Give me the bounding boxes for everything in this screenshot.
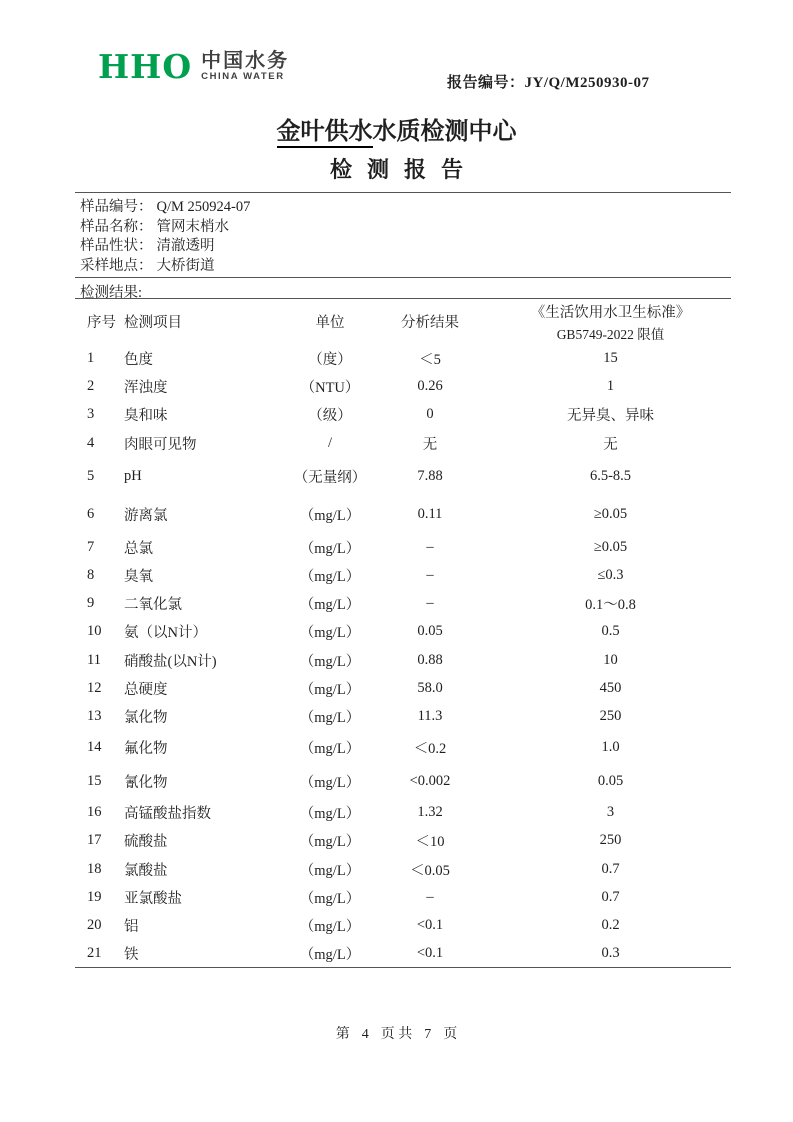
cell-row-number: 1 (87, 350, 95, 367)
cell-unit: （mg/L） (299, 834, 361, 851)
cell-test-item: 浑浊度 (124, 380, 168, 397)
cell-standard-limit: ≥0.05 (593, 538, 628, 555)
table-row (75, 495, 731, 533)
cell-test-item: 总氯 (124, 540, 153, 557)
center-title-rest: 水质检测中心 (372, 119, 517, 145)
cell-row-number: 13 (87, 707, 102, 724)
cell-test-item: 氟化物 (124, 741, 168, 758)
cell-row-number: 21 (87, 944, 102, 961)
table-row (75, 646, 731, 674)
cell-standard-limit: 0.7 (601, 888, 620, 905)
col-header-limit (490, 299, 731, 345)
cell-unit: （mg/L） (299, 946, 361, 963)
table-row (75, 702, 731, 730)
cell-analysis-result: ＜10 (415, 834, 445, 851)
cell-test-item: 氰化物 (124, 775, 168, 792)
cell-standard-limit: 15 (603, 350, 618, 367)
sample-info-value: 清澈透明 (156, 238, 215, 255)
cell-standard-limit: 1 (606, 378, 615, 395)
cell-analysis-result: ＜0.05 (410, 862, 450, 879)
results-table-header (75, 299, 731, 345)
cell-analysis-result: – (426, 595, 434, 612)
footer-label-prefix: 第 (335, 1027, 350, 1042)
sample-info-line (80, 257, 250, 277)
cell-unit: （mg/L） (299, 918, 361, 935)
cell-unit: （mg/L） (299, 709, 361, 726)
cell-analysis-result: 0.11 (417, 505, 443, 522)
col-header-result: 分析结果 (401, 315, 459, 332)
table-row (75, 618, 731, 646)
report-number (447, 71, 650, 92)
header-row (75, 299, 731, 345)
cell-analysis-result: ＜0.2 (413, 741, 447, 758)
cell-unit: （NTU） (300, 380, 360, 397)
report-number-value: JY/Q/M250930-07 (524, 75, 650, 91)
cell-standard-limit: 450 (599, 679, 622, 696)
divider-mid (75, 277, 731, 278)
cell-unit: （mg/L） (299, 741, 361, 758)
cell-unit: （度） (308, 352, 352, 369)
cell-standard-limit: 无异臭、异味 (567, 408, 654, 425)
cell-test-item: 铝 (124, 918, 139, 935)
col-header-unit: 单位 (315, 315, 345, 332)
col-header-limit-line1: 《生活饮用水卫生标准》 (530, 304, 691, 321)
table-row (75, 799, 731, 827)
cell-standard-limit: 0.3 (601, 944, 620, 961)
cell-standard-limit: ≥0.05 (593, 505, 628, 522)
cell-test-item: 硝酸盐(以N计) (124, 653, 217, 670)
cell-analysis-result: – (426, 888, 434, 905)
table-row (75, 561, 731, 589)
table-row (75, 345, 731, 373)
center-title-underlined: 金叶供水 (277, 119, 373, 148)
cell-row-number: 18 (87, 860, 102, 877)
cell-unit: （mg/L） (299, 653, 361, 670)
cell-analysis-result: 7.88 (417, 467, 443, 484)
cell-test-item: 氨（以N计） (124, 625, 207, 642)
table-row (75, 827, 731, 855)
cell-unit: （无量纲） (293, 469, 367, 486)
company-logo-wordmark (201, 51, 289, 82)
table-row (75, 457, 731, 495)
cell-test-item: 臭氧 (124, 569, 153, 586)
total-page-count: 7 (424, 1027, 432, 1042)
cell-standard-limit: 1.0 (601, 739, 620, 756)
divider-top (75, 192, 731, 193)
sample-info-label: 采样地点： (80, 257, 153, 274)
page-footer (0, 1023, 793, 1043)
sample-info-label: 样品性状： (80, 238, 153, 255)
report-title: 检测报告 (329, 157, 478, 182)
cell-unit: （mg/L） (299, 681, 361, 698)
cell-test-item: 二氧化氯 (124, 597, 182, 614)
cell-unit: / (327, 434, 333, 451)
cell-standard-limit: ≤0.3 (597, 567, 624, 584)
cell-test-item: 硫酸盐 (124, 834, 168, 851)
cell-test-item: 肉眼可见物 (124, 436, 197, 453)
cell-test-item: 铁 (124, 946, 139, 963)
footer-label-suffix: 页 (443, 1027, 458, 1042)
cell-row-number: 10 (87, 623, 102, 640)
sample-info-line (80, 237, 250, 257)
cell-row-number: 6 (87, 505, 95, 522)
table-row (75, 429, 731, 457)
cell-unit: （级） (308, 408, 352, 425)
cell-analysis-result: – (426, 567, 434, 584)
center-title (0, 111, 793, 146)
cell-analysis-result: <0.002 (409, 773, 451, 790)
cell-analysis-result: ＜5 (419, 352, 441, 369)
cell-standard-limit: 250 (599, 707, 622, 724)
cell-unit: （mg/L） (299, 625, 361, 642)
table-row (75, 401, 731, 429)
cell-standard-limit: 0.2 (601, 916, 620, 933)
col-header-no: 序号 (87, 315, 116, 332)
cell-standard-limit: 无 (603, 436, 618, 453)
cell-unit: （mg/L） (299, 775, 361, 792)
cell-unit: （mg/L） (299, 540, 361, 557)
cell-row-number: 11 (87, 651, 101, 668)
cell-analysis-result: 无 (422, 436, 438, 453)
cell-analysis-result: 0.26 (417, 378, 443, 395)
cell-row-number: 15 (87, 773, 102, 790)
cell-row-number: 19 (87, 888, 102, 905)
sample-info-label: 样品编号： (80, 199, 153, 215)
cell-row-number: 17 (87, 832, 102, 849)
cell-row-number: 20 (87, 916, 102, 933)
cell-row-number: 16 (87, 804, 102, 821)
cell-row-number: 2 (87, 378, 95, 395)
cell-row-number: 3 (87, 406, 95, 423)
cell-standard-limit: 0.05 (597, 773, 624, 790)
company-logo (98, 47, 290, 86)
cell-test-item: 亚氯酸盐 (124, 890, 182, 907)
table-row (75, 765, 731, 799)
table-row (75, 590, 731, 618)
table-row (75, 533, 731, 561)
cell-standard-limit: 0.7 (601, 860, 620, 877)
cell-unit: （mg/L） (299, 569, 361, 586)
cell-test-item: 氯酸盐 (124, 862, 168, 879)
cell-row-number: 8 (87, 567, 95, 584)
cell-standard-limit: 10 (603, 651, 618, 668)
cell-row-number: 14 (87, 739, 102, 756)
cell-standard-limit: 0.5 (601, 623, 620, 640)
cell-unit: （mg/L） (299, 862, 361, 879)
sample-info-value: 管网末梢水 (156, 218, 229, 235)
cell-test-item: 游离氯 (124, 507, 168, 524)
col-header-limit-line2: GB5749-2022 限值 (556, 326, 665, 342)
cell-test-item: 高锰酸盐指数 (124, 806, 211, 823)
cell-analysis-result: <0.1 (416, 944, 444, 961)
table-row (75, 911, 731, 939)
results-table (75, 298, 731, 968)
table-row (75, 674, 731, 702)
table-row (75, 731, 731, 765)
cell-row-number: 7 (87, 538, 95, 555)
cell-test-item: 臭和味 (124, 408, 168, 425)
cell-test-item: 氯化物 (124, 709, 168, 726)
table-row (75, 940, 731, 968)
cell-test-item: pH (124, 467, 142, 484)
col-header-item: 检测项目 (124, 315, 182, 332)
cell-analysis-result: 1.32 (417, 804, 443, 821)
hho-logo-text: HHO (98, 47, 193, 86)
cell-unit: （mg/L） (299, 507, 361, 524)
sample-info (80, 198, 250, 276)
table-row (75, 373, 731, 401)
cell-analysis-result: – (426, 538, 434, 555)
cell-row-number: 5 (87, 467, 95, 484)
results-section-label: 检测结果: (80, 285, 143, 301)
table-row (75, 883, 731, 911)
cell-analysis-result: 58.0 (417, 679, 443, 696)
cell-unit: （mg/L） (299, 806, 361, 823)
cell-test-item: 色度 (124, 352, 153, 369)
cell-standard-limit: 3 (606, 804, 615, 821)
cell-analysis-result: <0.1 (416, 916, 444, 933)
cell-analysis-result: 0.05 (417, 623, 443, 640)
company-name-en: CHINA WATER (201, 70, 285, 82)
table-row (75, 855, 731, 883)
results-table-body (75, 345, 731, 968)
report-number-label: 报告编号： (447, 75, 525, 91)
cell-test-item: 总硬度 (124, 681, 168, 698)
sample-info-label: 样品名称： (80, 218, 153, 235)
sample-info-value: 大桥街道 (156, 257, 215, 274)
cell-row-number: 12 (87, 679, 102, 696)
cell-analysis-result: 0 (426, 406, 434, 423)
cell-standard-limit: 250 (599, 832, 622, 849)
cell-row-number: 4 (87, 434, 95, 451)
cell-unit: （mg/L） (299, 890, 361, 907)
sample-info-line (80, 198, 250, 218)
cell-unit: （mg/L） (299, 597, 361, 614)
sample-info-line (80, 218, 250, 238)
sample-info-value: Q/M 250924-07 (156, 199, 251, 215)
company-name-cn: 中国水务 (201, 49, 290, 72)
cell-standard-limit: 0.1～0.8 (585, 597, 636, 614)
cell-standard-limit: 6.5-8.5 (589, 467, 632, 484)
cell-analysis-result: 0.88 (417, 651, 443, 668)
cell-analysis-result: 11.3 (417, 707, 443, 724)
footer-label-mid: 页 共 (380, 1027, 413, 1042)
current-page-number: 4 (361, 1027, 369, 1042)
cell-row-number: 9 (87, 595, 95, 612)
